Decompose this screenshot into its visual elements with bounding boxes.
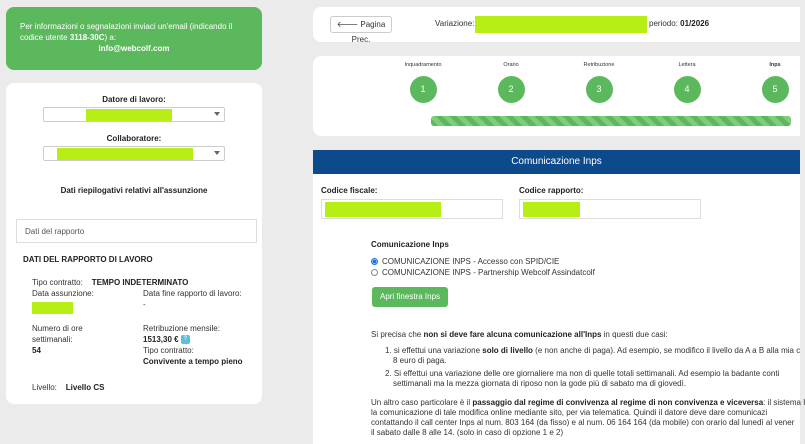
salary-value: 1513,30 € <box>143 335 179 344</box>
level-label: Livello: <box>32 383 57 392</box>
p1-text: Si precisa che <box>371 330 424 339</box>
top-bar <box>313 7 800 42</box>
redacted-relation-code <box>523 202 580 217</box>
step-label: Lettera <box>678 62 696 68</box>
step-inps[interactable] <box>745 62 805 103</box>
monthly-salary <box>143 323 253 367</box>
main-header: Comunicazione Inps <box>313 150 800 174</box>
option-spid-label: COMUNICAZIONE INPS - Accesso con SPID/CIE <box>382 257 560 266</box>
end-date-value: - <box>143 300 146 309</box>
option-partnership[interactable] <box>371 268 595 277</box>
p2-text: il sabato dalle 8 alle 14. (solo in caso di opzione 1 e 2) <box>371 428 564 437</box>
p2-text: : il sistema I <box>763 398 805 407</box>
step-label: Inquadramento <box>404 62 442 68</box>
end-date-label: Data fine rapporto di lavoro: <box>143 289 242 298</box>
chevron-down-icon <box>214 151 220 155</box>
hire-date <box>32 288 132 317</box>
option-partnership-label: COMUNICAZIONE INPS - Partnership Webcolf Assindatcolf <box>382 268 595 277</box>
collaborator-select[interactable] <box>43 146 225 161</box>
tab-dati-rapporto[interactable]: Dati del rapporto <box>16 219 257 243</box>
p2-text: contattando il call center Inps al num. 803 164 (da fisso) e al num. 06 164 164 (da mobile) con orario dal lunedì al vener <box>371 418 795 427</box>
period <box>649 19 709 28</box>
open-inps-button[interactable]: Apri finestra Inps <box>372 287 448 307</box>
relation-code-label: Codice rapporto: <box>519 186 584 195</box>
recap-title: Dati riepilogativi relativi all'assunzione <box>60 186 208 195</box>
li1-text: 8 euro di paga. <box>393 356 447 365</box>
paragraph-2 <box>371 398 805 438</box>
salary-label: Retribuzione mensile: <box>143 324 220 333</box>
fiscal-code-field[interactable] <box>321 199 503 219</box>
li1-text: 1. si effettui una variazione <box>385 346 483 355</box>
step-inquadramento[interactable] <box>393 62 453 103</box>
info-box <box>6 7 262 70</box>
li1-bold: solo di livello <box>482 346 533 355</box>
redacted-variation <box>475 16 647 33</box>
contract-type <box>32 277 188 288</box>
redacted-collaborator <box>57 148 193 160</box>
p1-bold: non si deve fare alcuna comunicazione all'Inps <box>423 330 602 339</box>
info-line: ) a: <box>104 33 117 42</box>
li2-text: 2. Si effettui una variazione delle ore giornaliere ma non di quelle totali settimanali. Ad esempio la badante conti <box>385 369 780 378</box>
contract-kind-label: Tipo contratto: <box>143 346 194 355</box>
relation-code-field[interactable] <box>519 199 701 219</box>
prev-page-button[interactable]: 🡐 Pagina Prec. <box>330 16 392 33</box>
step-label: Retribuzione <box>583 62 615 68</box>
p1-text: in questi due casi: <box>601 330 668 339</box>
info-email[interactable]: info@webcolf.com <box>98 44 170 53</box>
redacted-employer <box>86 109 172 121</box>
variation-label: Variazione: <box>435 19 475 28</box>
list-item-1 <box>385 346 800 366</box>
radio-selected-icon[interactable] <box>371 258 378 265</box>
step-label: Orario <box>503 62 519 68</box>
section-title: DATI DEL RAPPORTO DI LAVORO <box>23 255 153 264</box>
period-label: periodo: <box>649 19 678 28</box>
hours-label: Numero di ore settimanali: <box>32 324 83 344</box>
chevron-down-icon <box>214 112 220 116</box>
employer-label: Datore di lavoro: <box>102 95 166 104</box>
p2-text: la comunicazione di tale modifica online mediante sito, per via telematica. Quindi il datore deve dare comunicazi <box>371 408 768 417</box>
info-text <box>20 21 248 43</box>
step-retribuzione[interactable] <box>569 62 629 103</box>
p2-bold: passaggio dal regime di convivenza al regime di non convivenza e viceversa <box>472 398 764 407</box>
step-number: 5 <box>762 76 789 103</box>
redacted-fiscal-code <box>325 202 441 217</box>
collaborator-label: Collaboratore: <box>106 134 162 143</box>
employer-select[interactable] <box>43 107 225 122</box>
hours-value: 54 <box>32 346 41 355</box>
step-number: 4 <box>674 76 701 103</box>
weekly-hours <box>32 323 112 356</box>
redacted-hire-date <box>32 302 73 314</box>
radio-icon[interactable] <box>371 269 378 276</box>
contract-type-label: Tipo contratto: <box>32 278 83 287</box>
info-line: Per informazioni o segnalazioni inviaci un'email (indicando il <box>20 22 233 31</box>
li1-text: (e non anche di paga). Ad esempio, se modifico il livello da A a B alla mia c <box>532 346 801 355</box>
step-lettera[interactable] <box>657 62 717 103</box>
period-value: 01/2026 <box>680 19 710 28</box>
li2-text: settimanali ma la mezza giornata di riposo non la gode più di sabato ma di giovedì. <box>393 379 687 388</box>
contract-type-value: TEMPO INDETERMINATO <box>91 278 189 287</box>
main-panel <box>313 150 805 444</box>
level-value: Livello CS <box>65 383 105 392</box>
hire-date-label: Data assunzione: <box>32 289 94 298</box>
level <box>32 382 104 393</box>
fiscal-code-label: Codice fiscale: <box>321 186 378 195</box>
progress-bar <box>431 116 791 126</box>
step-number: 2 <box>498 76 525 103</box>
step-number: 3 <box>586 76 613 103</box>
step-label: Inps <box>769 62 781 68</box>
contract-kind-value: Convivente a tempo pieno <box>143 357 243 366</box>
step-number: 1 <box>410 76 437 103</box>
help-icon[interactable]: ? <box>181 335 190 344</box>
steps-panel <box>313 56 800 136</box>
user-code: 3118-30C <box>69 33 105 42</box>
option-spid[interactable] <box>371 257 559 266</box>
paragraph-1 <box>371 330 668 340</box>
list-item-2 <box>385 369 779 389</box>
end-date <box>143 288 243 310</box>
info-line: codice utente <box>20 33 70 42</box>
p2-text: Un altro caso particolare è il <box>371 398 473 407</box>
inps-section-title: Comunicazione Inps <box>371 240 449 249</box>
left-panel <box>6 83 262 404</box>
step-orario[interactable] <box>481 62 541 103</box>
